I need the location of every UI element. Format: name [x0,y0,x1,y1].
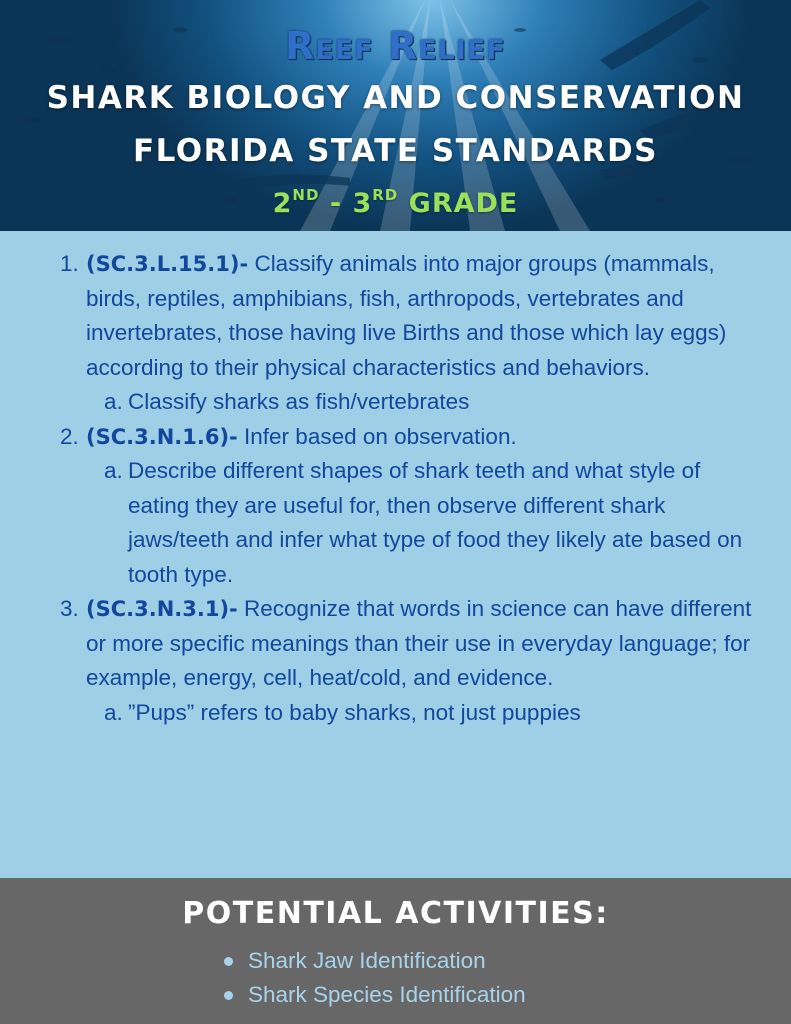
subitem-letter: a. [104,699,123,725]
subitem-text: Classify sharks as fish/vertebrates [128,389,470,414]
activity-item [222,978,526,1012]
standard-item-1 [60,247,760,385]
activity-item [222,944,526,978]
activity-text: Shark Species Identification [248,982,526,1007]
subitem-text: Describe different shapes of shark teeth and what style of eating they are useful for, then observe different shark jaws/teeth and infer what type of food they likely ate based on tooth type. [128,458,743,587]
page-title-line-1: SHARK BIOLOGY AND CONSERVATION [46,80,745,116]
standard-item-2 [60,420,760,455]
bullet-dot-icon [224,991,233,1000]
grade-second-number: 3 [352,188,373,219]
grade-first-number: 2 [272,188,293,219]
grade-level [0,186,791,219]
grade-label: GRADE [398,188,519,219]
standard-code: (SC.3.N.3.1)- [86,597,238,621]
standard-number: 3. [60,596,79,621]
standard-subitem-1a [60,385,760,420]
standard-text: Recognize that words in science can have different or more specific meanings than their use in everyday language; for example, energy, cell, heat/cold, and evidence. [86,596,752,690]
header-banner [0,0,791,231]
grade-first-suffix: ND [292,186,320,204]
standard-number: 2. [60,423,79,449]
standard-item-3 [60,592,760,696]
standard-subitem-3a [60,696,760,731]
page-title-line-2: FLORIDA STATE STANDARDS [132,133,659,169]
brand-logo-text: Reef Relief [285,24,506,68]
standard-number: 1. [60,251,79,276]
standard-code: (SC.3.L.15.1)- [86,252,249,276]
standard-text: Classify animals into major groups (mammals, birds, reptiles, amphibians, fish, arthropods, vertebrates and invertebrates, those having live Births and those which lay eggs) according to their physical characteristics and behaviors. [86,251,727,380]
subitem-letter: a. [104,389,123,414]
activities-heading: POTENTIAL ACTIVITIES: [182,896,609,931]
standards-list [60,247,760,730]
activities-footer [0,878,791,1024]
grade-separator: - [319,188,353,219]
subitem-letter: a. [104,458,123,483]
grade-second-suffix: RD [372,186,399,204]
standard-subitem-2a [60,454,760,592]
activity-text: Shark Jaw Identification [248,948,486,973]
standard-code: (SC.3.N.1.6)- [86,424,238,449]
standard-text: Infer based on observation. [237,423,517,449]
activities-list [222,944,526,1012]
subitem-text: ”Pups” refers to baby sharks, not just puppies [128,699,581,725]
bullet-dot-icon [224,957,233,966]
